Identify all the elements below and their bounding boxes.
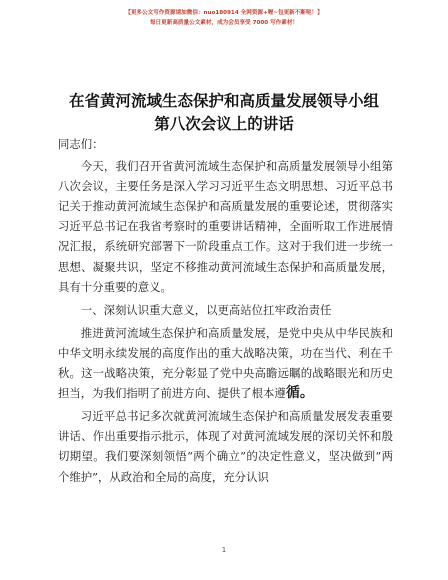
document-title — [0, 90, 448, 136]
page-number: 1 — [221, 546, 227, 554]
paragraph-1: 今天，我们召开省黄河流域生态保护和高质量发展领导小组第八次会议，主要任务是深入学习习近平生态文明思想、习近平总书记关于推动黄河流域生态保护和高质量发展的重要论述，贯彻落实习近平总书记在我省考察时的重要讲话精神，全面听取工作进展情况汇报，系统研究部署下一阶段重点工作。这对于我们进一步统一思想、凝聚共识，坚定不移推动黄河流域生态保护和高质量发展，具有十分重要的意义。 — [58, 159, 393, 294]
section-heading-1: 一、深刻认识重大意义，以更高站位扛牢政治责任 — [80, 302, 332, 317]
paragraph-3: 习近平总书记多次就黄河流域生态保护和高质量发展发表重要讲话、作出重要指示批示，体现了对黄河流域发展的深切关怀和殷切期望。我们要深刻领悟“两个确立”的决定性意义，坚决做到“两个维护”，从政治和全局的高度，充分认识 — [58, 409, 393, 484]
document-title-line1: 在省黄河流域生态保护和高质量发展领导小组 — [68, 92, 379, 110]
document-title-line2: 第八次会议上的讲话 — [154, 115, 294, 133]
promo-banner-line1: 【更多公文写作资源请加微信：nuo180914 全网资源+喔~包更新不断哒！】 — [125, 10, 323, 16]
paragraph-2-main: 推进黄河流域生态保护和高质量发展，是党中央从中华民族和中华文明永续发展的高度作出的重大战略决策，功在当代、利在千秋。这一战略决策，充分彰显了党中央高瞻远瞩的战略眼光和历史担当，为我们指明了前进方向、提供了根本遵 — [58, 325, 393, 401]
promo-banner-line2: 每日更新高质量公文素材，成为会员享受 7000 写作素材！ — [149, 20, 299, 26]
salutation: 同志们： — [58, 137, 104, 151]
document-body — [58, 134, 393, 490]
promo-banner — [0, 8, 448, 28]
paragraph-2-end: 循。 — [285, 385, 314, 402]
paragraph-2 — [58, 323, 393, 403]
